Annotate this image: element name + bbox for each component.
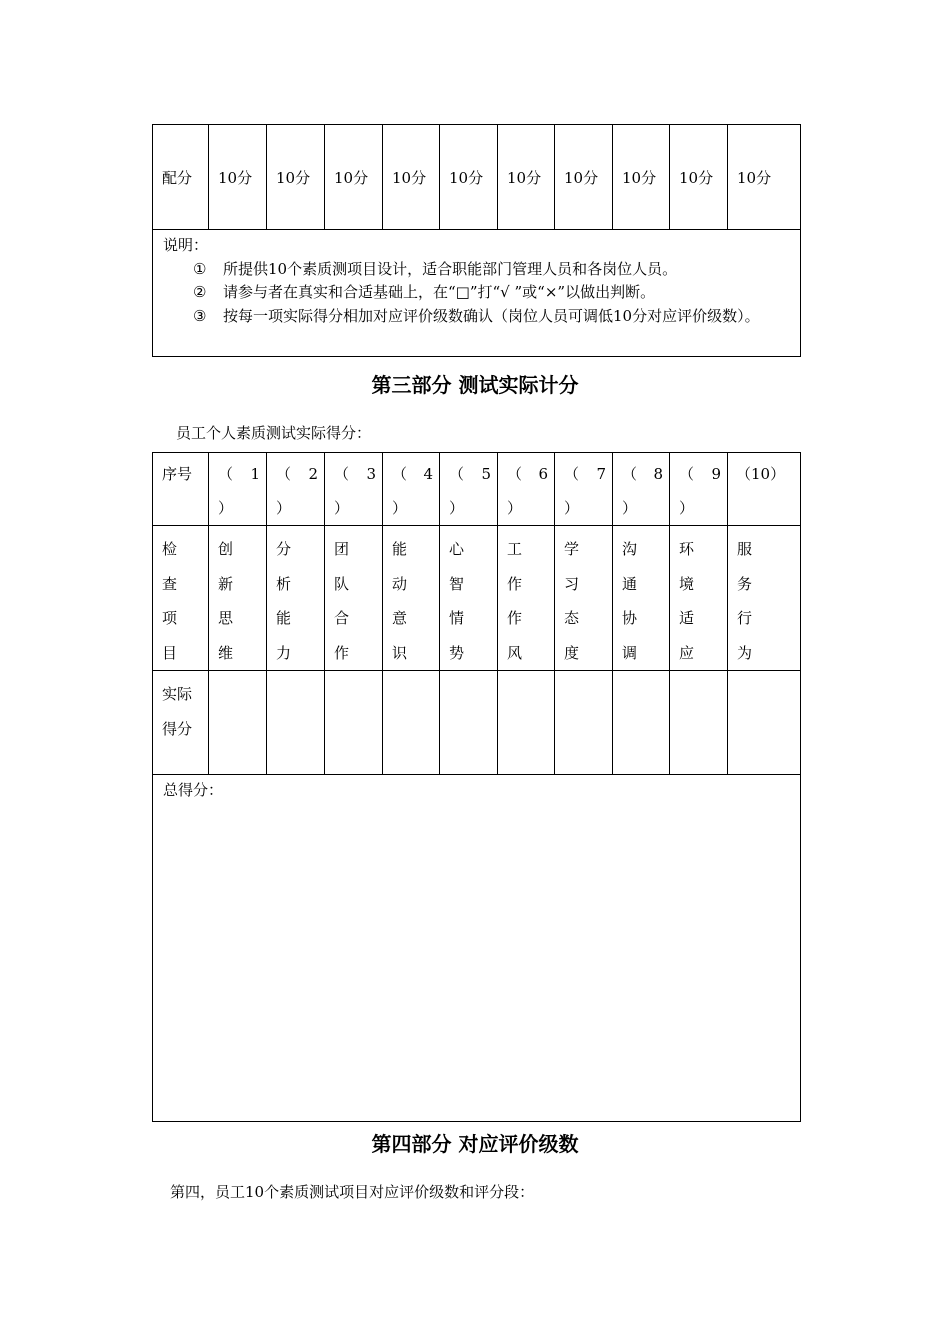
char: 风 [507, 643, 523, 662]
paren-close: ） [392, 499, 408, 517]
char: 服 [737, 540, 753, 558]
char: 工 [507, 540, 523, 558]
notes-cell [153, 230, 801, 357]
char: 合 [334, 609, 350, 627]
sequence-label: 序号 [153, 453, 209, 526]
sequence-number [555, 453, 613, 526]
score-allocation-label: 配分 [153, 125, 209, 230]
actual-score-row [153, 671, 801, 775]
paren-close: ） [449, 499, 465, 517]
actual-score-input[interactable] [555, 671, 613, 775]
label-line: 得分 [162, 719, 193, 738]
char: 项 [162, 609, 178, 627]
score-value: 10分 [440, 125, 498, 230]
score-allocation-row [153, 125, 801, 230]
seq-digit: 8 [653, 465, 663, 483]
char: 目 [162, 643, 178, 662]
char: 为 [737, 643, 753, 662]
char: 动 [392, 574, 408, 593]
char: 作 [334, 643, 350, 662]
section4-intro: 第四，员工10个素质测试项目对应评价级数和评分段： [170, 1183, 535, 1201]
sequence-number [383, 453, 440, 526]
score-value: 10分 [670, 125, 728, 230]
sequence-row [153, 453, 801, 526]
seq-digit: 5 [481, 465, 491, 483]
paren-open: （ [449, 465, 465, 483]
item-communication [613, 526, 670, 671]
seq-digit: 1 [250, 465, 260, 483]
char: 境 [679, 574, 695, 593]
actual-score-input[interactable] [383, 671, 440, 775]
char: 意 [392, 609, 408, 627]
char: 态 [564, 609, 580, 627]
char: 分 [276, 540, 292, 558]
label-line: 实际 [162, 685, 193, 703]
actual-score-input[interactable] [498, 671, 555, 775]
sequence-number [613, 453, 670, 526]
item-initiative [383, 526, 440, 671]
score-value: 10分 [325, 125, 383, 230]
item-innovation [209, 526, 267, 671]
paren-open: （ [218, 465, 234, 483]
actual-score-input[interactable] [728, 671, 801, 775]
sequence-number [267, 453, 325, 526]
char: 通 [622, 574, 638, 593]
item-teamwork [325, 526, 383, 671]
actual-score-label [153, 671, 209, 775]
actual-score-input[interactable] [267, 671, 325, 775]
sequence-number [670, 453, 728, 526]
items-row [153, 526, 801, 671]
seq-digit: 3 [366, 465, 376, 483]
seq-digit: 7 [596, 465, 606, 483]
sequence-number [209, 453, 267, 526]
char: 沟 [622, 540, 638, 558]
char: 度 [564, 643, 580, 662]
notes-title: 说明： [163, 236, 209, 254]
item-mindset [440, 526, 498, 671]
char: 适 [679, 609, 695, 627]
paren-close: ） [507, 499, 523, 517]
sequence-number [440, 453, 498, 526]
score-sheet-table [152, 452, 801, 1122]
score-value: 10分 [267, 125, 325, 230]
paren-close: ） [622, 499, 638, 517]
sequence-number-last: （10） [728, 453, 801, 526]
score-value: 10分 [209, 125, 267, 230]
score-value: 10分 [498, 125, 555, 230]
item-learning-attitude [555, 526, 613, 671]
item-adaptability [670, 526, 728, 671]
section4-heading: 第四部分 对应评价级数 [371, 1132, 579, 1156]
char: 心 [449, 540, 465, 558]
char: 智 [449, 574, 465, 593]
score-value: 10分 [613, 125, 670, 230]
paren-open: （ [564, 465, 580, 483]
section3-heading: 第三部分 测试实际计分 [371, 373, 579, 397]
section3-intro: 员工个人素质测试实际得分： [176, 424, 372, 442]
char: 能 [276, 609, 292, 627]
char: 习 [564, 574, 580, 593]
paren-close: ） [564, 499, 580, 517]
char: 析 [276, 574, 292, 593]
paren-close: ） [218, 499, 234, 517]
actual-score-input[interactable] [670, 671, 728, 775]
note-text: 按每一项实际得分相加对应评价级数确认（岗位人员可调低10分对应评价级数）。 [223, 306, 760, 325]
item-analysis [267, 526, 325, 671]
paren-close: ） [276, 499, 292, 517]
total-score-label: 总得分： [163, 781, 224, 799]
char: 应 [679, 643, 695, 662]
char: 力 [276, 643, 292, 662]
actual-score-input[interactable] [325, 671, 383, 775]
sequence-number [498, 453, 555, 526]
score-value: 10分 [383, 125, 440, 230]
note-item [163, 281, 790, 305]
char: 查 [162, 574, 178, 593]
char: 识 [392, 643, 408, 662]
score-allocation-table [152, 124, 801, 357]
char: 创 [218, 540, 234, 558]
actual-score-input[interactable] [209, 671, 267, 775]
paren-open: （ [334, 465, 350, 483]
item-work-style [498, 526, 555, 671]
char: 学 [564, 540, 580, 558]
paren-open: （ [679, 465, 695, 483]
sequence-number [325, 453, 383, 526]
paren-open: （ [276, 465, 292, 483]
seq-digit: 4 [423, 465, 433, 483]
note-number: ② [193, 283, 207, 301]
char: 维 [218, 643, 234, 662]
notes-row [153, 230, 801, 357]
char: 务 [737, 574, 753, 593]
paren-close: ） [679, 499, 695, 517]
paren-open: （ [392, 465, 408, 483]
char: 势 [449, 643, 465, 662]
note-item [163, 258, 790, 282]
char: 能 [392, 540, 408, 558]
actual-score-input[interactable] [440, 671, 498, 775]
actual-score-input[interactable] [613, 671, 670, 775]
note-text: 请参与者在真实和合适基础上，在“□”打“√ ”或“×”以做出判断。 [223, 283, 656, 301]
seq-digit: 2 [308, 465, 318, 483]
item-service [728, 526, 801, 671]
note-text: 所提供10个素质测项目设计，适合职能部门管理人员和各岗位人员。 [223, 259, 678, 278]
total-score-cell[interactable] [153, 775, 801, 1122]
char: 思 [218, 609, 234, 627]
note-item [163, 305, 790, 329]
paren-open: （ [507, 465, 523, 483]
char: 环 [679, 540, 695, 558]
score-value: 10分 [555, 125, 613, 230]
item-label [153, 526, 209, 671]
char: 检 [162, 540, 178, 558]
paren-open: （ [622, 465, 638, 483]
char: 团 [334, 540, 350, 558]
char: 协 [622, 609, 638, 627]
char: 队 [334, 574, 350, 593]
total-score-row [153, 775, 801, 1122]
seq-digit: 9 [711, 465, 721, 483]
char: 新 [218, 574, 234, 593]
char: 行 [737, 609, 753, 627]
char: 情 [449, 609, 465, 627]
note-number: ③ [193, 306, 207, 325]
paren-close: ） [334, 499, 350, 517]
char: 作 [507, 574, 523, 593]
score-value: 10分 [728, 125, 801, 230]
char: 调 [622, 643, 638, 662]
seq-digit: 6 [538, 465, 548, 483]
char: 作 [507, 609, 523, 627]
note-number: ① [193, 259, 207, 278]
